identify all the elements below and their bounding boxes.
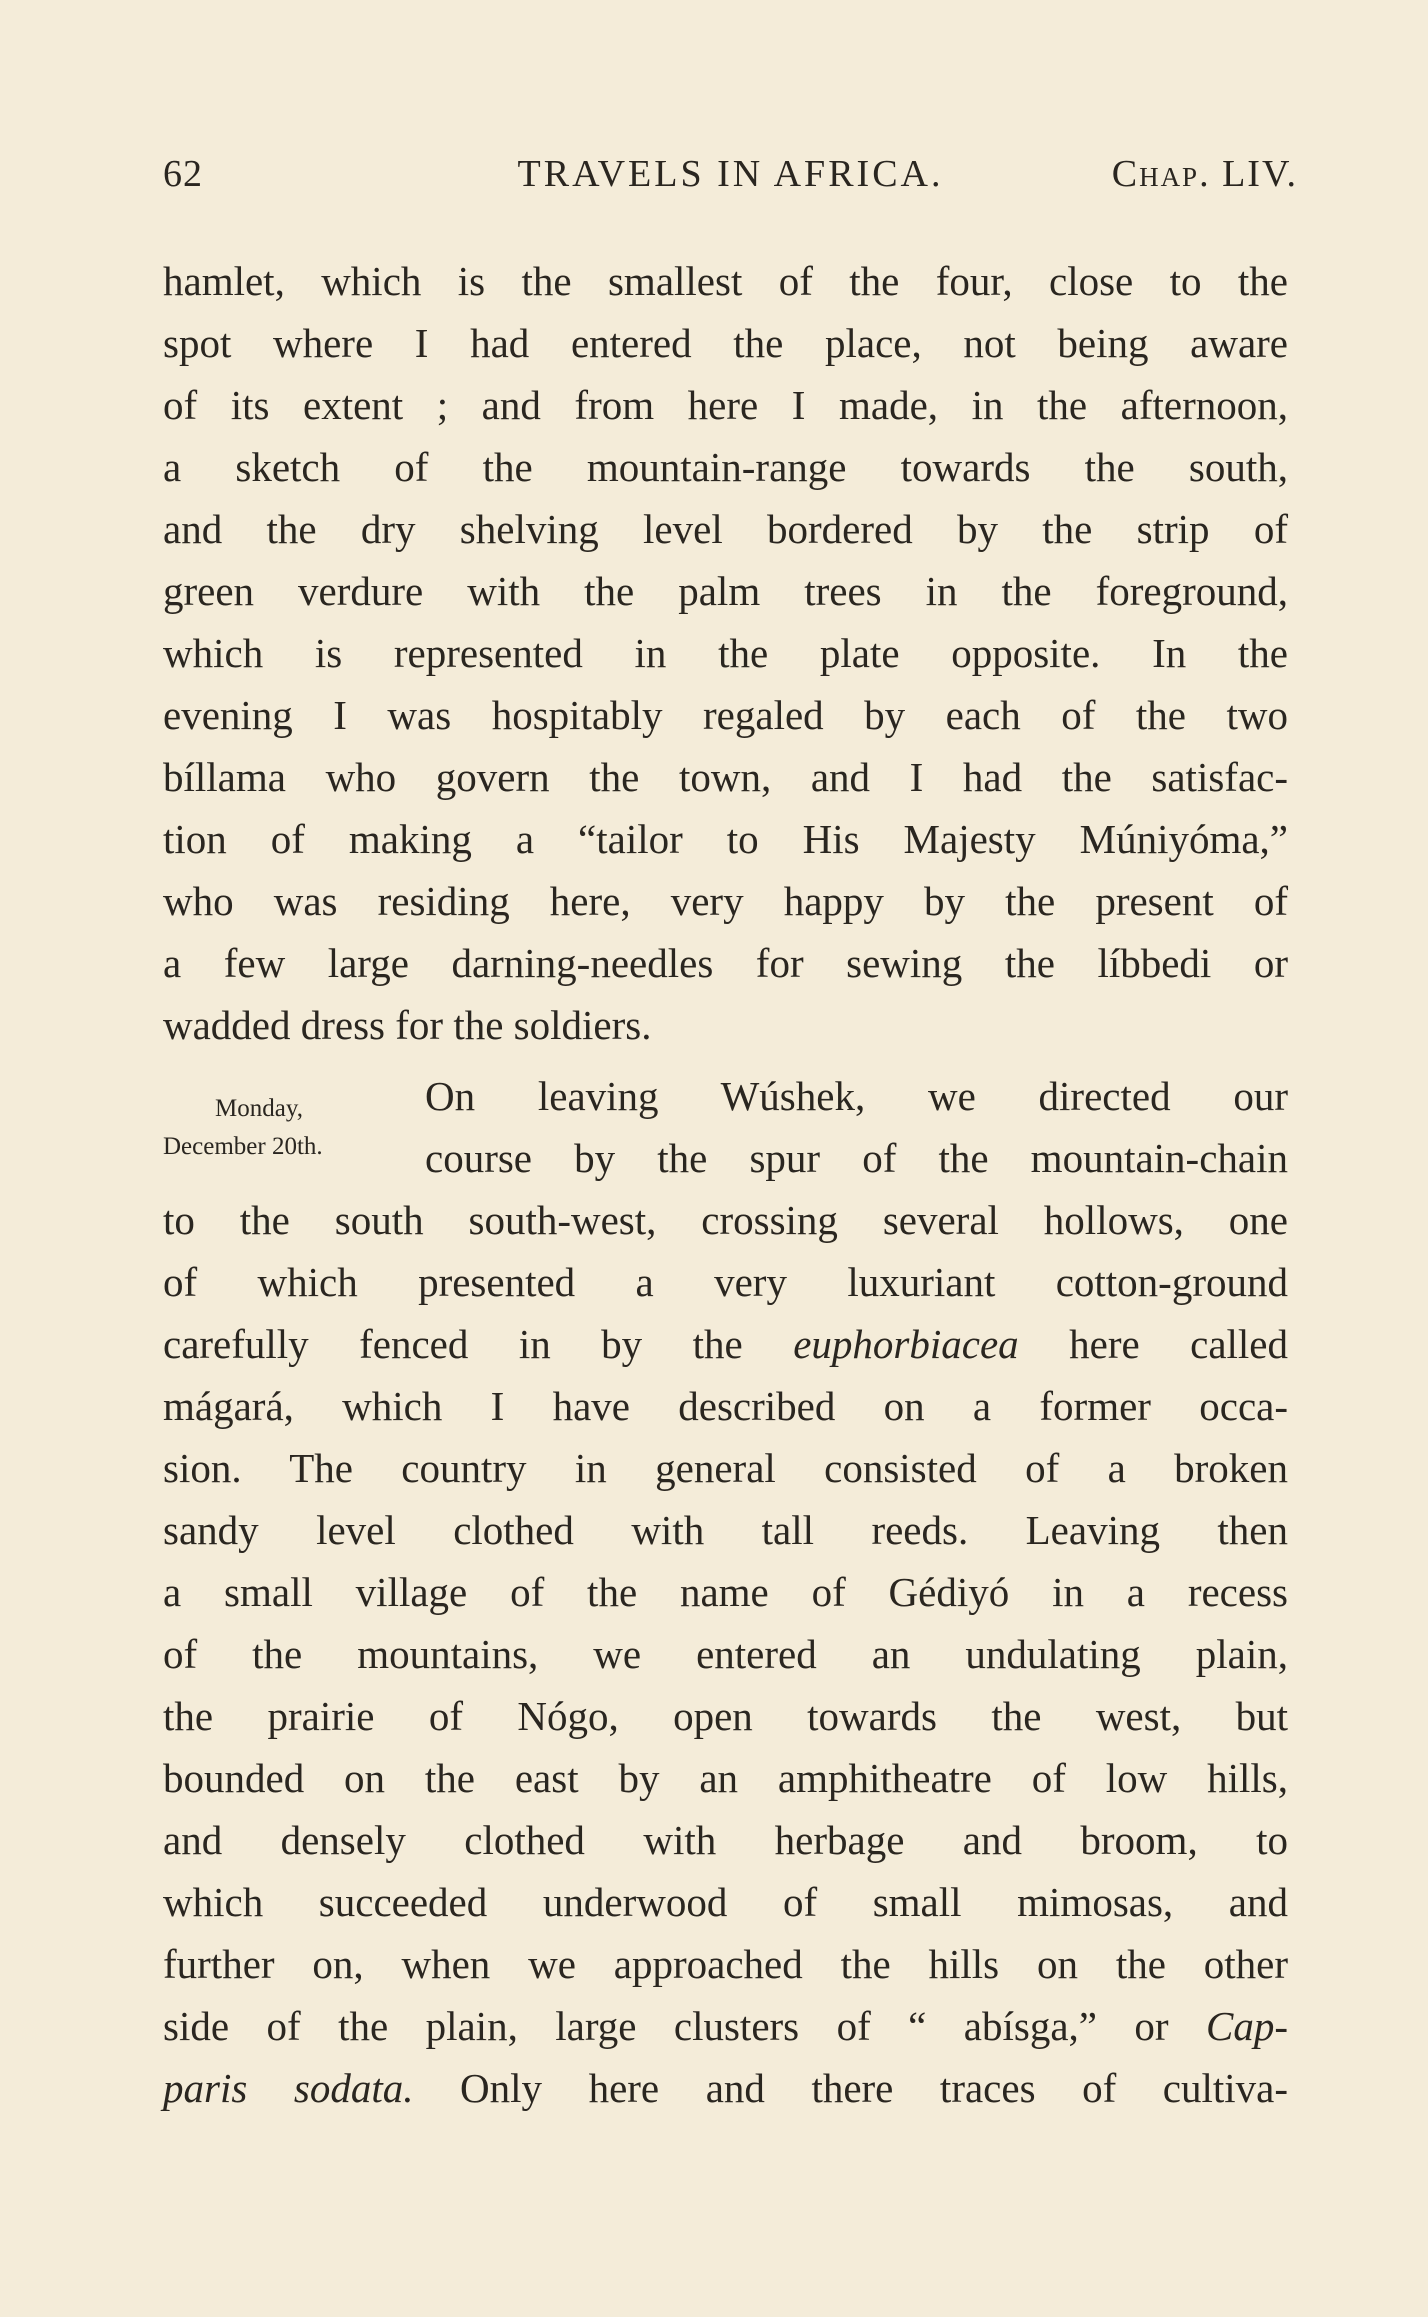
text-line — [163, 1997, 1288, 2055]
text-line: course by the spur of the mountain-chain — [425, 1135, 1288, 1181]
text-line: and the dry shelving level bordered by the strip of — [163, 506, 1288, 552]
text-line — [163, 1315, 1288, 1373]
chapter-label: Chap. LIV. — [1111, 153, 1298, 195]
text-line: bíllama who govern the town, and I had the satisfac- — [163, 754, 1288, 800]
text-segment: Only here and there traces of cultiva- — [460, 2065, 1289, 2111]
text-line: tion of making a “tailor to His Majesty Múniyóma,” — [163, 816, 1288, 862]
text-line: a small village of the name of Gédiyó in a recess — [163, 1569, 1288, 1615]
text-line — [163, 2059, 1288, 2117]
text-line: the prairie of Nógo, open towards the west, but — [163, 1693, 1288, 1739]
italic-term: euphorbiacea — [793, 1321, 1019, 1367]
text-line: which succeeded underwood of small mimosas, and — [163, 1879, 1288, 1925]
page-number: 62 — [163, 153, 203, 195]
text-line: of the mountains, we entered an undulating plain, — [163, 1631, 1288, 1677]
page-header — [163, 152, 1298, 202]
margin-note-date: December 20th. — [163, 1133, 323, 1160]
text-line: who was residing here, very happy by the present of — [163, 878, 1288, 924]
text-line: sion. The country in general consisted of a broken — [163, 1445, 1288, 1491]
text-line: green verdure with the palm trees in the foreground, — [163, 568, 1288, 614]
text-line: to the south south-west, crossing several hollows, one — [163, 1197, 1288, 1243]
italic-term: Cap- — [1206, 2003, 1288, 2049]
text-segment: here called — [1069, 1321, 1289, 1367]
text-line: of its extent ; and from here I made, in the afternoon, — [163, 382, 1288, 428]
margin-note-day: Monday, — [215, 1095, 303, 1122]
text-line: and densely clothed with herbage and broom, to — [163, 1817, 1288, 1863]
text-line: mágará, which I have described on a former occa- — [163, 1383, 1288, 1429]
text-line: sandy level clothed with tall reeds. Leaving then — [163, 1507, 1288, 1553]
text-line: of which presented a very luxuriant cotton-ground — [163, 1259, 1288, 1305]
running-title: TRAVELS IN AFRICA. — [517, 153, 944, 195]
text-line: spot where I had entered the place, not being aware — [163, 320, 1288, 366]
text-segment: carefully fenced in by the — [163, 1321, 743, 1367]
text-line: hamlet, which is the smallest of the four, close to the — [163, 258, 1288, 304]
text-segment: side of the plain, large clusters of “ abísga,” or — [163, 2003, 1169, 2049]
italic-term: paris sodata. — [163, 2065, 414, 2111]
text-line: a few large darning-needles for sewing the líbbedi or — [163, 940, 1288, 986]
text-line: further on, when we approached the hills on the other — [163, 1941, 1288, 1987]
text-line: evening I was hospitably regaled by each of the two — [163, 692, 1288, 738]
text-line: a sketch of the mountain-range towards the south, — [163, 444, 1288, 490]
text-line: On leaving Wúshek, we directed our — [425, 1073, 1288, 1119]
text-line: wadded dress for the soldiers. — [163, 1002, 652, 1048]
text-line: bounded on the east by an amphitheatre of low hills, — [163, 1755, 1288, 1801]
text-line: which is represented in the plate opposite. In the — [163, 630, 1288, 676]
